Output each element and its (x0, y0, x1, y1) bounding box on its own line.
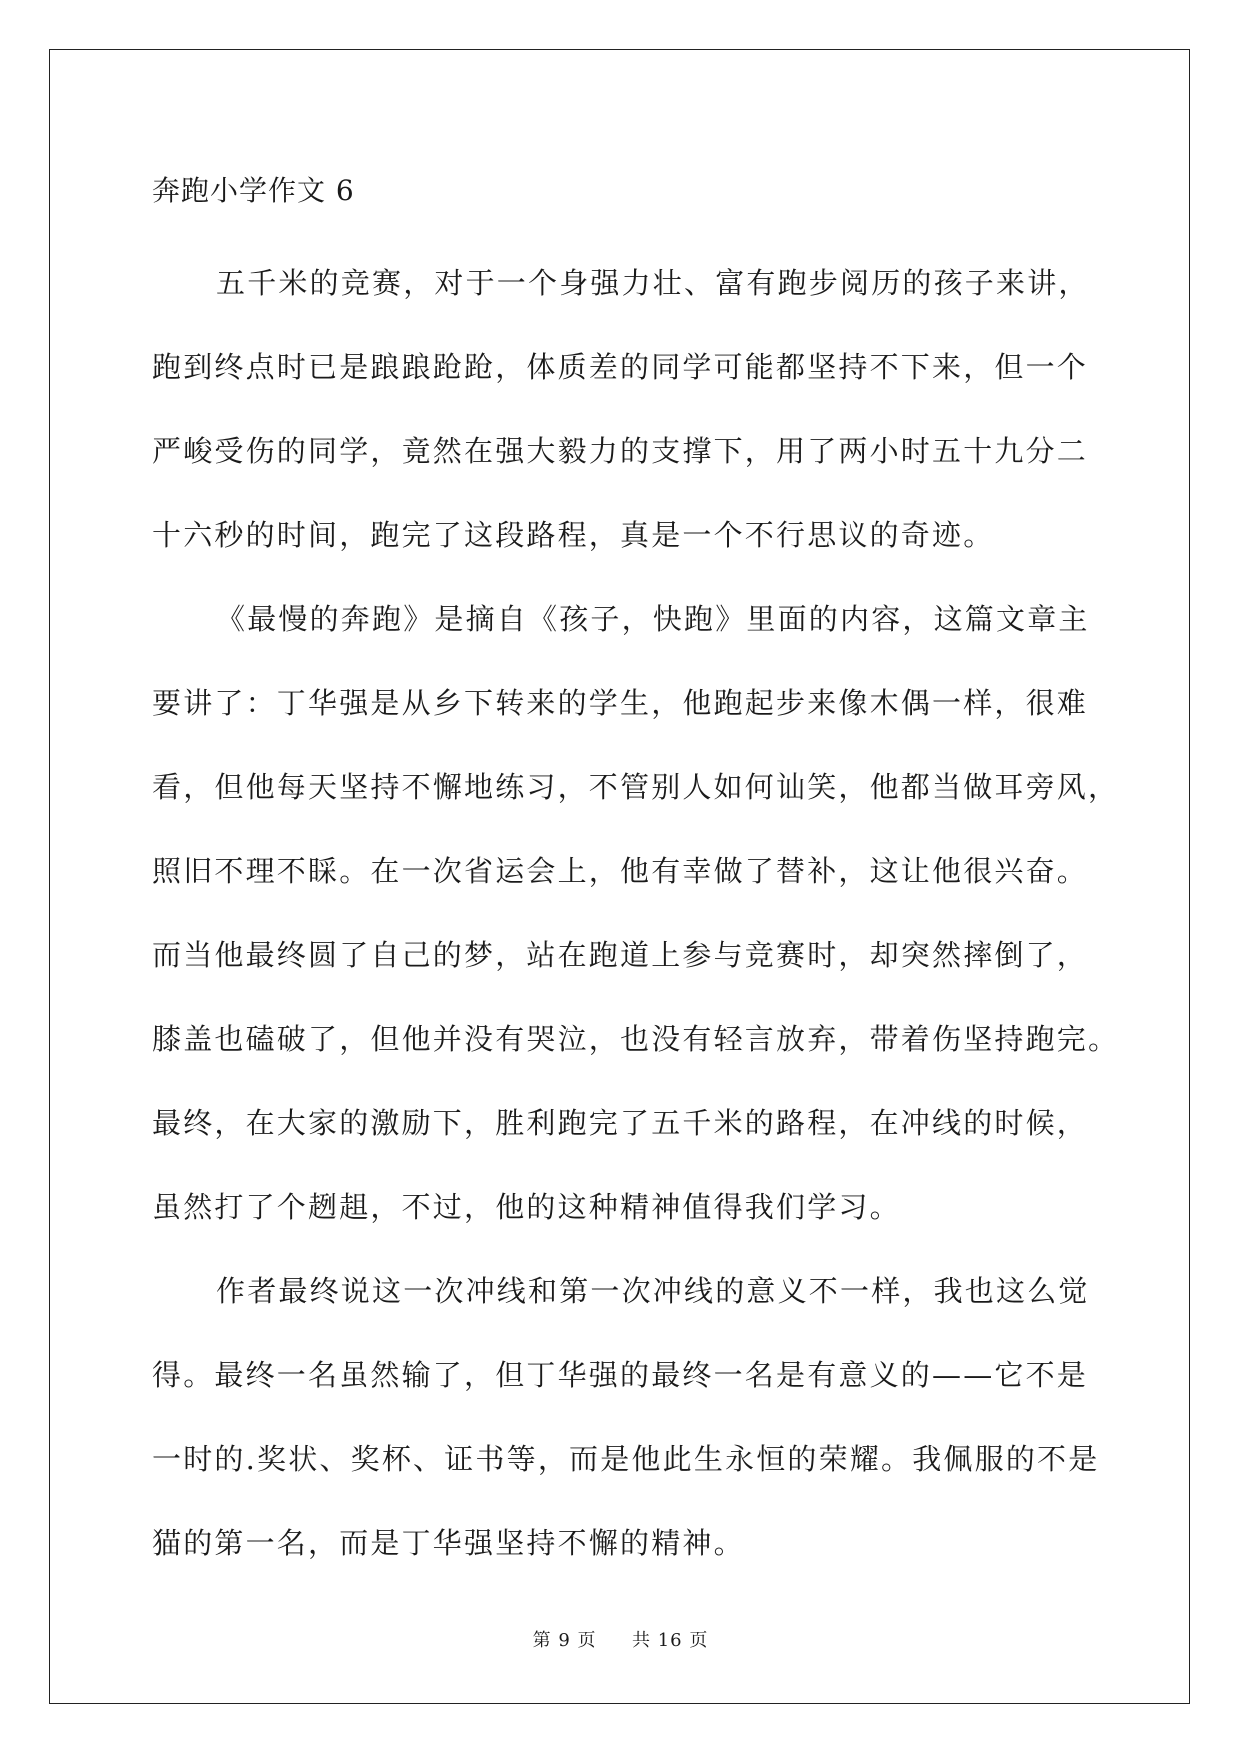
paragraph-line: 要讲了：丁华强是从乡下转来的学生，他跑起步来像木偶一样，很难 (152, 686, 1089, 720)
paragraph-line: 一时的.奖状、奖杯、证书等，而是他此生永恒的荣耀。我佩服的不是 (152, 1442, 1100, 1476)
paragraph-2 (152, 577, 1120, 1249)
page-total: 共 16 页 (632, 1630, 709, 1651)
page-footer (0, 1626, 1241, 1652)
paragraph-line: 严峻受伤的同学，竟然在强大毅力的支撑下，用了两小时五十九分二 (152, 434, 1089, 468)
paragraph-line: 十六秒的时间，跑完了这段路程，真是一个不行思议的奇迹。 (152, 518, 995, 552)
page-number: 第 9 页 (532, 1630, 597, 1651)
paragraph-line: 作者最终说这一次冲线和第一次冲线的意义不一样，我也这么觉 (216, 1274, 1090, 1308)
paragraph-line: 虽然打了个趔趄，不过，他的这种精神值得我们学习。 (152, 1190, 901, 1224)
paragraph-line: 最终，在大家的激励下，胜利跑完了五千米的路程，在冲线的时候， (152, 1106, 1089, 1140)
paragraph-line: 膝盖也磕破了，但他并没有哭泣，也没有轻言放弃，带着伤坚持跑完。 (152, 1022, 1120, 1056)
paragraph-line: 跑到终点时已是踉踉跄跄，体质差的同学可能都坚持不下来，但一个 (152, 350, 1089, 384)
document-title: 奔跑小学作文 6 (152, 174, 355, 207)
paragraph-line: 看，但他每天坚持不懈地练习，不管别人如何讪笑，他都当做耳旁风， (152, 770, 1120, 804)
document-body (152, 167, 1120, 1585)
paragraph-3 (152, 1249, 1100, 1585)
paragraph-line: 而当他最终圆了自己的梦，站在跑道上参与竞赛时，却突然摔倒了， (152, 938, 1089, 972)
paragraph-line: 《最慢的奔跑》是摘自《孩子，快跑》里面的内容，这篇文章主 (216, 602, 1090, 636)
paragraph-line: 猫的第一名，而是丁华强坚持不懈的精神。 (152, 1526, 745, 1560)
paragraph-line: 照旧不理不睬。在一次省运会上，他有幸做了替补，这让他很兴奋。 (152, 854, 1089, 888)
paragraph-line: 得。最终一名虽然输了，但丁华强的最终一名是有意义的——它不是 (152, 1358, 1089, 1392)
paragraph-line: 五千米的竞赛，对于一个身强力壮、富有跑步阅历的孩子来讲， (216, 266, 1090, 300)
paragraph-1 (152, 241, 1092, 577)
